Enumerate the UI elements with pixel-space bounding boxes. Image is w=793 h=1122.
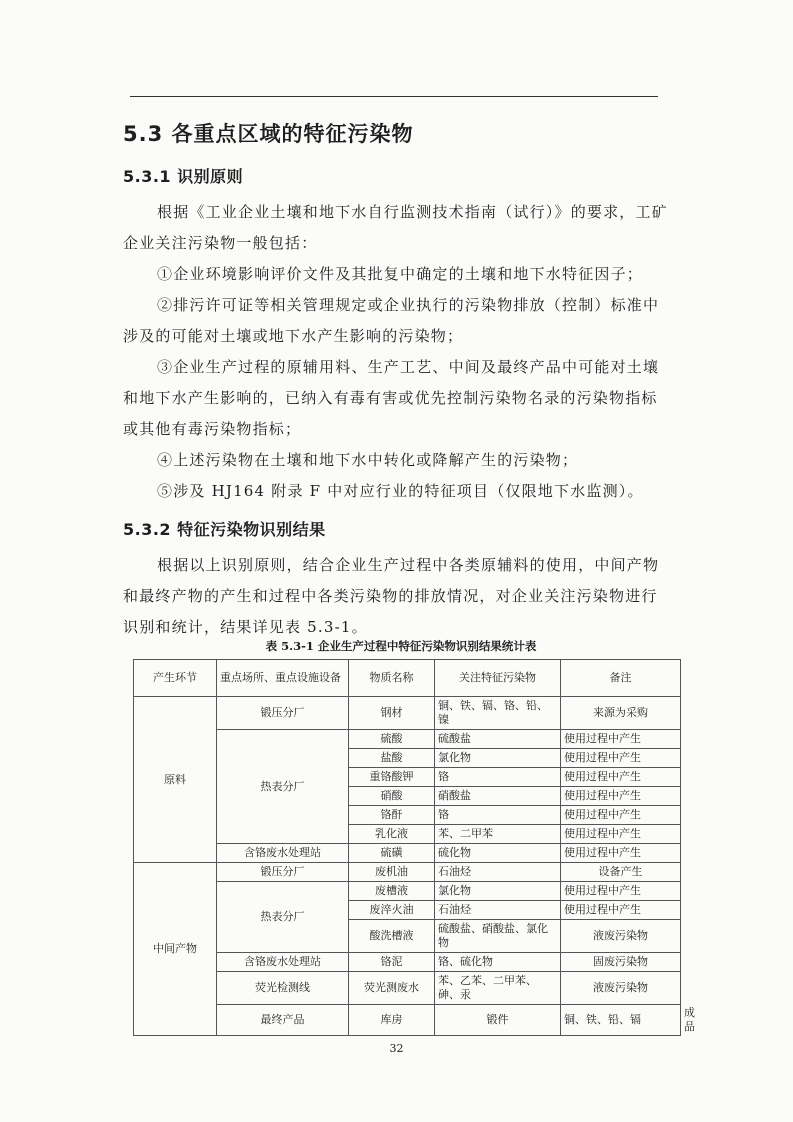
pollutant-cell: 硫酸盐 (435, 730, 561, 749)
principle-item-4: ④上述污染物在土壤和地下水中转化或降解产生的污染物； (157, 451, 579, 469)
table-caption: 表 5.3-1 企业生产过程中特征污染物识别结果统计表 (265, 639, 537, 653)
note-cell: 固废污染物 (561, 953, 681, 972)
note-cell: 使用过程中产生 (561, 768, 681, 787)
material-cell: 废槽液 (349, 882, 435, 901)
table-header-row (134, 660, 681, 697)
header-location: 重点场所、重点设施设备 (217, 660, 349, 697)
note-cell: 使用过程中产生 (561, 806, 681, 825)
location-cell: 荧光检测线 (217, 972, 349, 1005)
material-cell: 乳化液 (349, 825, 435, 844)
table-row (134, 863, 681, 882)
material-cell: 荧光测废水 (349, 972, 435, 1005)
pollutant-cell: 铬 (435, 806, 561, 825)
stage-cell: 最终产品 (217, 1005, 349, 1036)
pollutant-cell: 硫化物 (435, 844, 561, 863)
material-cell: 硝酸 (349, 787, 435, 806)
pollutant-cell: 氯化物 (435, 749, 561, 768)
note-cell: 使用过程中产生 (561, 787, 681, 806)
material-cell: 重铬酸钾 (349, 768, 435, 787)
principles-body (123, 197, 671, 507)
material-cell: 钢材 (349, 697, 435, 730)
note-cell: 来源为采购 (561, 697, 681, 730)
material-cell: 硫酸 (349, 730, 435, 749)
pollutant-cell: 铬、硫化物 (435, 953, 561, 972)
table-row (134, 697, 681, 730)
material-cell: 铬泥 (349, 953, 435, 972)
page-number: 32 (389, 1042, 404, 1055)
pollutant-cell: 苯、二甲苯 (435, 825, 561, 844)
principles-intro: 根据《工业企业土壤和地下水自行监测技术指南（试行）》的要求，工矿企业关注污染物一般包括： (123, 203, 668, 252)
note-cell: 使用过程中产生 (561, 901, 681, 920)
principle-item-5: ⑤涉及 HJ164 附录 F 中对应行业的特征项目（仅限地下水监测）。 (157, 482, 644, 500)
note-cell: 液废污染物 (561, 972, 681, 1005)
section-title: 5.3 各重点区域的特征污染物 (123, 122, 414, 146)
header-material: 物质名称 (349, 660, 435, 697)
subsection-title-results: 5.3.2 特征污染物识别结果 (123, 520, 326, 539)
results-body: 根据以上识别原则，结合企业生产过程中各类原辅料的使用，中间产物和最终产物的产生和过程中各类污染物的排放情况，对企业关注污染物进行识别和统计，结果详见表 5.3-1。 (123, 556, 660, 636)
pollutant-cell: 铜、铁、镉、铬、铅、镍 (435, 697, 561, 730)
note-cell: 使用过程中产生 (561, 825, 681, 844)
location-cell: 含铬废水处理站 (217, 953, 349, 972)
pollutant-cell: 铬 (435, 768, 561, 787)
note-cell: 使用过程中产生 (561, 730, 681, 749)
stage-cell: 原料 (134, 697, 217, 863)
principle-item-1: ①企业环境影响评价文件及其批复中确定的土壤和地下水特征因子； (157, 265, 644, 283)
table-row: 最终产品 库房 锻件 铜、铁、铅、镉 成品 (134, 1005, 681, 1036)
table-row (134, 844, 681, 863)
material-cell: 铬酐 (349, 806, 435, 825)
pollutant-cell: 苯、乙苯、二甲苯、砷、汞 (435, 972, 561, 1005)
location-cell: 锻压分厂 (217, 697, 349, 730)
location-cell: 库房 (349, 1005, 435, 1036)
header-pollutant: 关注特征污染物 (435, 660, 561, 697)
header-stage: 产生环节 (134, 660, 217, 697)
pollutant-cell: 石油烃 (435, 901, 561, 920)
location-cell: 热表分厂 (217, 730, 349, 844)
material-cell: 废淬火油 (349, 901, 435, 920)
principle-item-2: ②排污许可证等相关管理规定或企业执行的污染物排放（控制）标准中涉及的可能对土壤或地下水产生影响的污染物； (123, 296, 660, 345)
material-cell: 硫磺 (349, 844, 435, 863)
material-cell: 废机油 (349, 863, 435, 882)
header-note: 备注 (561, 660, 681, 697)
material-cell: 酸洗槽液 (349, 920, 435, 953)
header-rule (130, 96, 658, 97)
note-cell: 使用过程中产生 (561, 882, 681, 901)
pollutant-table (133, 659, 695, 1036)
location-cell: 热表分厂 (217, 882, 349, 953)
table-row (134, 972, 681, 1005)
note-cell: 设备产生 (561, 863, 681, 882)
table-row (134, 953, 681, 972)
note-cell: 使用过程中产生 (561, 749, 681, 768)
note-cell: 使用过程中产生 (561, 844, 681, 863)
pollutant-cell: 氯化物 (435, 882, 561, 901)
stage-cell: 中间产物 (134, 863, 217, 1036)
table-row (134, 882, 681, 901)
table-row (134, 730, 681, 749)
material-cell: 锻件 (435, 1005, 561, 1036)
location-cell: 含铬废水处理站 (217, 844, 349, 863)
pollutant-cell: 硝酸盐 (435, 787, 561, 806)
note-cell: 液废污染物 (561, 920, 681, 953)
subsection-title-principles: 5.3.1 识别原则 (123, 167, 244, 186)
pollutant-cell: 铜、铁、铅、镉 (561, 1005, 681, 1036)
material-cell: 盐酸 (349, 749, 435, 768)
pollutant-cell: 硫酸盐、硝酸盐、氯化物 (435, 920, 561, 953)
principle-item-3: ③企业生产过程的原辅用料、生产工艺、中间及最终产品中可能对土壤和地下水产生影响的，已纳入有毒有害或优先控制污染物名录的污染物指标或其他有毒污染物指标； (123, 358, 660, 438)
location-cell: 锻压分厂 (217, 863, 349, 882)
pollutant-cell: 石油烃 (435, 863, 561, 882)
